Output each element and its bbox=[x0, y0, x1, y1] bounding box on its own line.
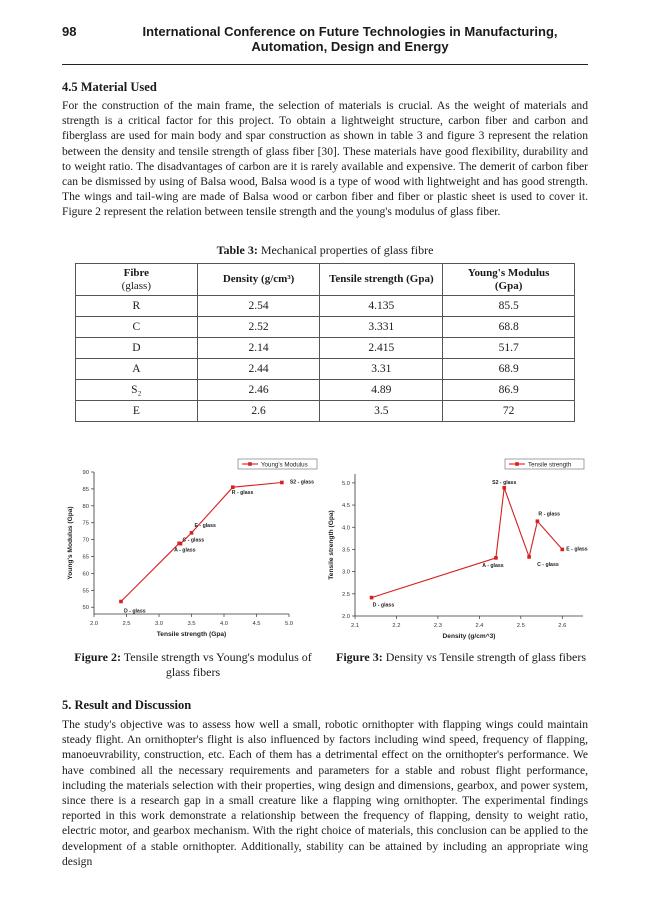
x-tick-label: 4.0 bbox=[219, 621, 229, 627]
table-body bbox=[76, 296, 575, 422]
data-point bbox=[494, 556, 498, 560]
table-cell: 3.5 bbox=[320, 401, 443, 422]
x-tick-label: 2.6 bbox=[558, 623, 567, 629]
table-cell: 2.46 bbox=[197, 380, 320, 401]
table-header-row bbox=[76, 264, 575, 296]
data-label: D - glass bbox=[123, 608, 146, 615]
legend-marker bbox=[515, 462, 519, 466]
data-point bbox=[536, 519, 540, 523]
y-axis-label: Tensile strength (Gpa) bbox=[328, 510, 335, 580]
table-row bbox=[76, 359, 575, 380]
x-tick-label: 4.5 bbox=[252, 621, 261, 627]
y-tick-label: 2.0 bbox=[341, 614, 350, 620]
data-label: E - glass bbox=[194, 522, 216, 529]
table-cell: 72 bbox=[443, 401, 575, 422]
y-tick-label: 85 bbox=[82, 486, 89, 493]
table-row bbox=[76, 338, 575, 359]
data-point bbox=[190, 531, 194, 535]
x-axis-label: Tensile strength (Gpa) bbox=[156, 631, 227, 638]
table-cell: 51.7 bbox=[443, 338, 575, 359]
legend-label: Young's Modulus bbox=[261, 461, 308, 469]
x-tick-label: 2.3 bbox=[433, 623, 442, 629]
data-label: C - glass bbox=[537, 561, 559, 568]
y-tick-label: 60 bbox=[82, 571, 89, 578]
y-tick-label: 2.5 bbox=[341, 591, 350, 598]
table-cell: 4.135 bbox=[320, 296, 443, 317]
data-label: E - glass bbox=[566, 546, 588, 553]
data-label: R - glass bbox=[231, 490, 254, 497]
table-cell: 2.54 bbox=[197, 296, 320, 317]
figure-2-caption-label: Figure 2: bbox=[74, 650, 121, 664]
table-cell: 3.31 bbox=[320, 359, 443, 380]
section-body-results: The study's objective was to assess how well a small, robotic ornithopter with flapping wings could maintain steady flight. An ornithopter's flight is also influenced by factors including wind speed, frequency of flapping, manoeuvrability, construction, etc. Each of them has a detrimental effect on the ornithopter's performance. We have combined all the necessary requirements and parameters for a stable and robust flight performance, including the materials selection with their properties, wing design and dimensions, gearbox, and power system, since there is a research gap in a small creature like a flapping wing ornithopter. The experimental findings reported in this work demonstrate a relationship between the frequency of flapping, density to weight ratio, electric motor, and gearbox mechanism. With the right choice of materials, this conclusion can be applied to the development of a stable ornithopter. Additionally, stability can be attained by including an appropriate wing design bbox=[62, 718, 588, 868]
table-header-sub: (Gpa) bbox=[494, 279, 523, 292]
table-header-main: Fibre bbox=[123, 266, 150, 279]
data-point bbox=[119, 600, 123, 604]
conference-title-line2: Automation, Design and Energy bbox=[251, 39, 449, 54]
y-tick-label: 80 bbox=[82, 503, 89, 510]
table-cell: 4.89 bbox=[320, 380, 443, 401]
y-tick-label: 4.5 bbox=[341, 503, 350, 510]
table-cell: 85.5 bbox=[443, 296, 575, 317]
table-cell: 2.52 bbox=[197, 317, 320, 338]
x-axis-label: Density (g/cm^3) bbox=[442, 633, 496, 640]
data-point bbox=[280, 481, 284, 485]
data-point bbox=[527, 555, 531, 559]
table-header-cell bbox=[320, 264, 443, 296]
page-number: 98 bbox=[62, 24, 77, 39]
table-header-main: Density (g/cm³) bbox=[222, 273, 295, 285]
table-header-cell bbox=[197, 264, 320, 296]
table-cell: 2.44 bbox=[197, 359, 320, 380]
table-cell: C bbox=[76, 317, 198, 338]
figure-3-caption bbox=[333, 650, 589, 665]
table-cell: 2.415 bbox=[320, 338, 443, 359]
y-tick-label: 90 bbox=[82, 470, 89, 476]
figure-2-caption-text: Tensile strength vs Young's modulus of glass fibers bbox=[123, 650, 312, 679]
table-cell: D bbox=[76, 338, 198, 359]
table-caption-label: Table 3: bbox=[216, 243, 258, 257]
data-point bbox=[502, 486, 506, 490]
data-label: A - glass bbox=[482, 562, 504, 569]
y-tick-label: 65 bbox=[82, 554, 89, 561]
table-cell: 3.331 bbox=[320, 317, 443, 338]
figure-3-chart bbox=[328, 452, 589, 642]
table-cell: 86.9 bbox=[443, 380, 575, 401]
table-cell: 68.9 bbox=[443, 359, 575, 380]
table-cell: 2.6 bbox=[197, 401, 320, 422]
y-tick-label: 55 bbox=[82, 588, 89, 595]
data-label: D - glass bbox=[372, 602, 395, 609]
table-header-main: Young's Modulus bbox=[467, 266, 550, 279]
section-heading-results: 5. Result and Discussion bbox=[62, 698, 192, 712]
conference-title-line1: International Conference on Future Technologies in Manufacturing, bbox=[142, 24, 558, 39]
header-divider bbox=[62, 64, 588, 65]
series-line bbox=[372, 488, 563, 598]
y-axis-label: Young's Modulus (Gpa) bbox=[67, 506, 74, 580]
figure-2-svg bbox=[62, 452, 324, 642]
figure-2-caption bbox=[62, 650, 324, 680]
figure-3-caption-text: Density vs Tensile strength of glass fibers bbox=[385, 650, 587, 664]
data-label: R - glass bbox=[538, 511, 561, 518]
table-cell: 68.8 bbox=[443, 317, 575, 338]
table-header-main: Tensile strength (Gpa) bbox=[329, 273, 434, 285]
data-point bbox=[370, 596, 374, 600]
figure-3-svg bbox=[328, 452, 589, 642]
y-tick-label: 70 bbox=[82, 537, 89, 544]
x-tick-label: 2.1 bbox=[350, 623, 360, 629]
table-caption bbox=[62, 243, 588, 258]
x-tick-label: 2.2 bbox=[392, 623, 401, 629]
data-point bbox=[560, 548, 564, 552]
conference-title bbox=[112, 24, 588, 54]
legend-label: Tensile strength bbox=[528, 461, 572, 469]
y-tick-label: 75 bbox=[82, 520, 89, 527]
section-body-material-used: For the construction of the main frame, the selection of materials is crucial. As the weight of materials and strength is a critical factor for this project. To obtain a lightweight structure, carbon fiber and carbon and fiberglass are used for main body and spar construction as shown in table 3 and figure 3 represent the relation between the density and tensile strength of glass fiber [30]. These materials have good flexibility, durability and to weight ratio. The disadvantages of carbon are it is rarely available and expensive. The demerit of carbon fiber can be dismissed by using of Balsa wood, Balsa wood is a type of wood with lightweight and has good strength. The wings and tail-wing are made of Balsa wood or carbon fiber and fiber or plastic sheet is used to cover it. Figure 2 represent the relation between tensile strength and the young's modulus of glass fiber. bbox=[62, 99, 588, 219]
figure-3-caption-label: Figure 3: bbox=[335, 650, 383, 664]
section-heading-material-used: 4.5 Material Used bbox=[62, 80, 157, 94]
data-label: C - glass bbox=[182, 537, 205, 544]
figure-2-chart bbox=[62, 452, 324, 642]
x-tick-label: 2.5 bbox=[516, 623, 525, 629]
glass-fibre-properties-table bbox=[75, 263, 575, 422]
table-cell: R bbox=[76, 296, 198, 317]
table-row bbox=[76, 317, 575, 338]
table-cell: A bbox=[76, 359, 198, 380]
data-label: S2 - glass bbox=[492, 479, 517, 486]
x-tick-label: 2.0 bbox=[89, 621, 99, 627]
x-tick-label: 2.5 bbox=[122, 621, 131, 627]
y-tick-label: 5.0 bbox=[341, 480, 350, 487]
table-row bbox=[76, 380, 575, 401]
table-row bbox=[76, 296, 575, 317]
running-header bbox=[62, 24, 588, 64]
table-cell: E bbox=[76, 401, 198, 422]
table-header-cell bbox=[76, 264, 198, 296]
data-label: S2 - glass bbox=[289, 479, 315, 486]
data-point bbox=[231, 485, 235, 489]
table-header-sub: (glass) bbox=[121, 279, 151, 292]
y-tick-label: 4.0 bbox=[341, 525, 350, 532]
table-row bbox=[76, 401, 575, 422]
y-tick-label: 50 bbox=[82, 605, 89, 612]
x-tick-label: 3.0 bbox=[154, 621, 164, 627]
y-tick-label: 3.5 bbox=[341, 547, 350, 554]
x-tick-label: 3.5 bbox=[187, 621, 196, 627]
x-tick-label: 5.0 bbox=[284, 621, 294, 627]
table-cell: 2.14 bbox=[197, 338, 320, 359]
legend-marker bbox=[248, 462, 252, 466]
table-caption-text: Mechanical properties of glass fibre bbox=[260, 243, 434, 257]
table-header-cell bbox=[443, 264, 575, 296]
y-tick-label: 3.0 bbox=[341, 569, 350, 576]
table-cell: S₂ bbox=[76, 380, 198, 401]
x-tick-label: 2.4 bbox=[475, 623, 484, 629]
data-label: A - glass bbox=[174, 547, 196, 554]
